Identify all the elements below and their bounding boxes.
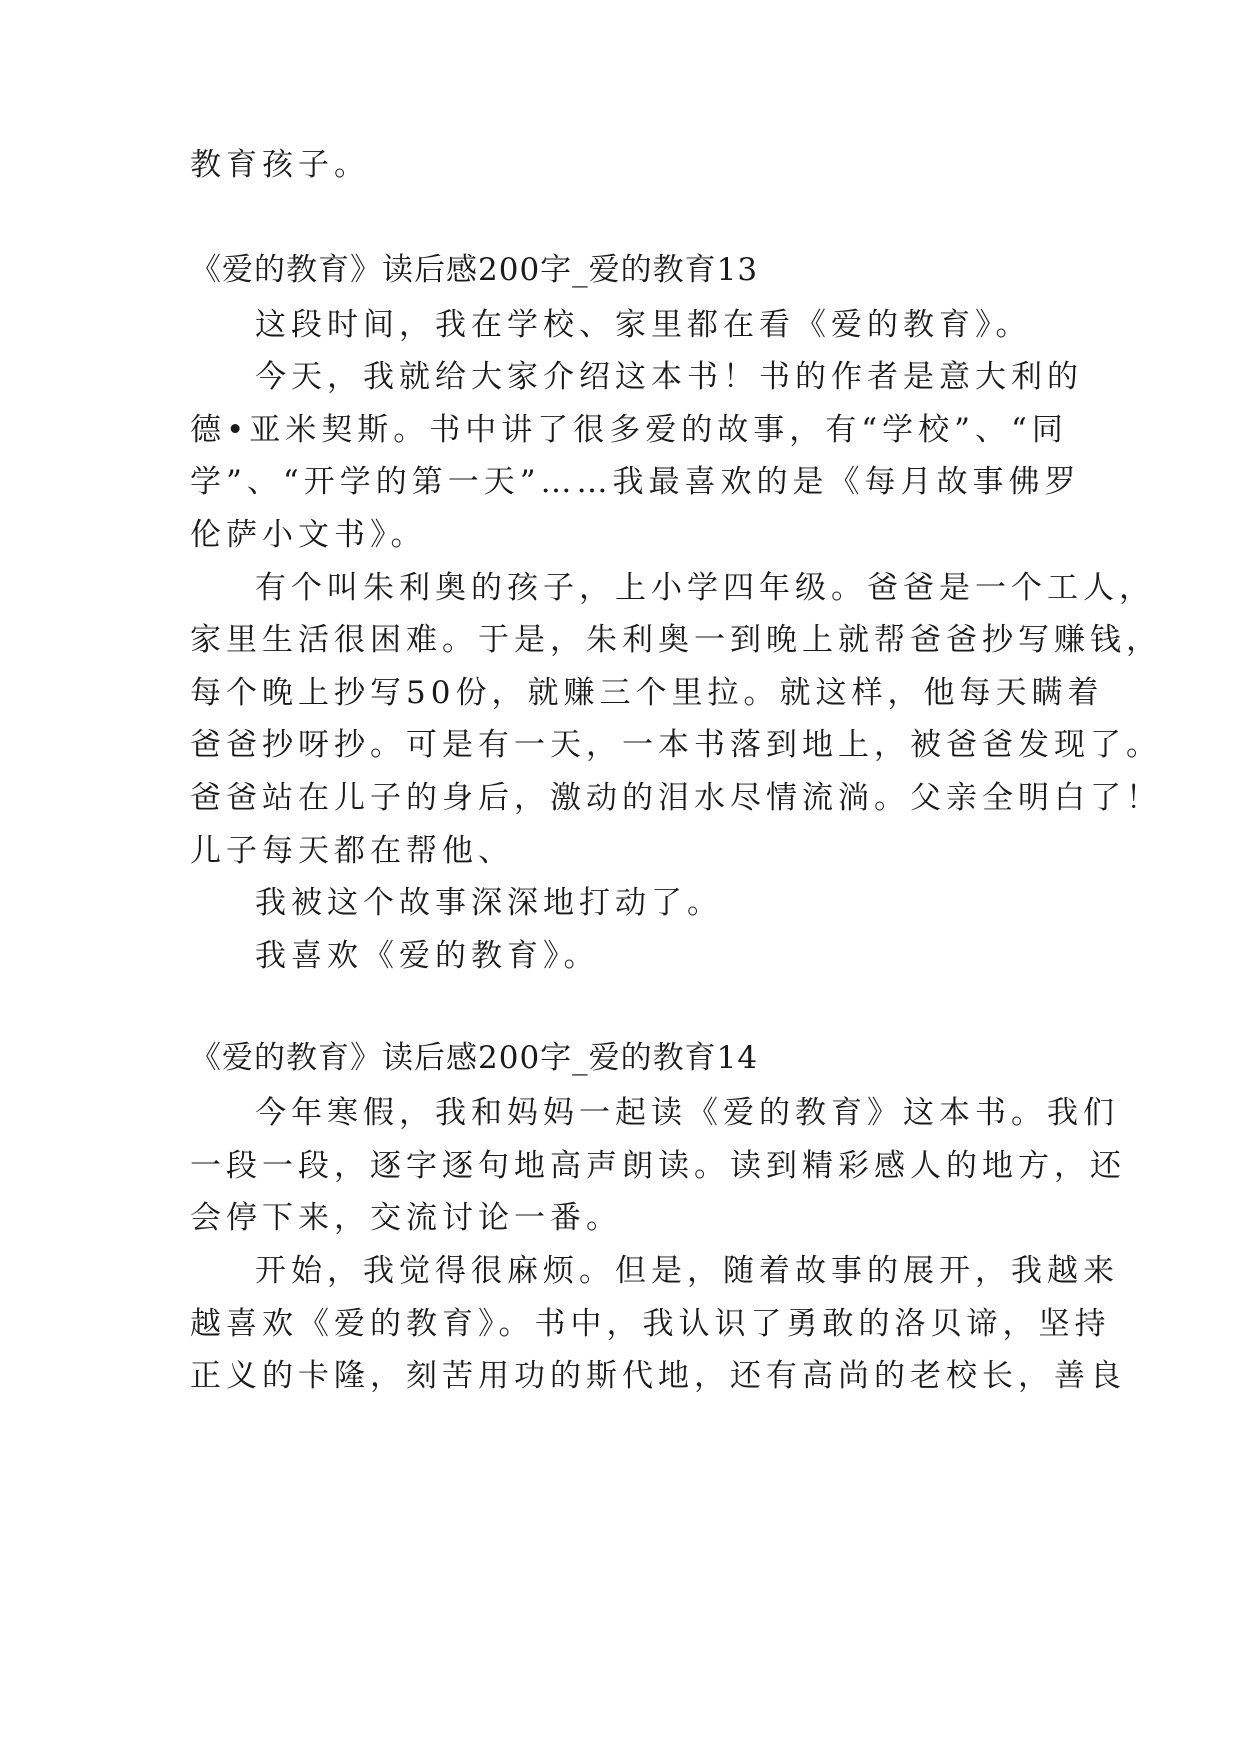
paragraph-line: 我喜欢《爱的教育》。 [255,938,600,974]
paragraph-line: 每个晚上抄写50份，就赚三个里拉。就这样，他每天瞒着 [190,675,1104,711]
paragraph-line: 今天，我就给大家介绍这本书！书的作者是意大利的 [255,359,1083,395]
paragraph-line: 教育孩子。 [190,147,370,183]
paragraph-line: 伦萨小文书》。 [190,517,427,553]
paragraph-line: 我被这个故事深深地打动了。 [255,885,723,921]
paragraph-line: 今年寒假，我和妈妈一起读《爱的教育》这本书。我们 [255,1095,1119,1131]
paragraph-line: 爸爸站在儿子的身后，激动的泪水尽情流淌。父亲全明白了！ [190,780,1162,816]
paragraph-line: 爸爸抄呀抄。可是有一天，一本书落到地上，被爸爸发现了。 [190,727,1162,763]
paragraph-line: 有个叫朱利奥的孩子，上小学四年级。爸爸是一个工人， [255,570,1155,606]
paragraph-line: 这段时间，我在学校、家里都在看《爱的教育》。 [255,307,1032,343]
paragraph-line: 家里生活很困难。于是，朱利奥一到晚上就帮爸爸抄写赚钱， [190,622,1162,658]
section-heading: 《爱的教育》读后感200字_爱的教育14 [190,1040,759,1076]
paragraph-line: 学”、“开学的第一天”……我最喜欢的是《每月故事佛罗 [190,464,1081,500]
paragraph-line: 儿子每天都在帮他、 [190,833,514,869]
paragraph-line: 会停下来，交流讨论一番。 [190,1200,622,1236]
paragraph-line: 德•亚米契斯。书中讲了很多爱的故事，有“学校”、“同 [190,412,1068,448]
section-heading: 《爱的教育》读后感200字_爱的教育13 [190,252,759,288]
paragraph-line: 开始，我觉得很麻烦。但是，随着故事的展开，我越来 [255,1253,1119,1289]
paragraph-line: 正义的卡隆，刻苦用功的斯代地，还有高尚的老校长，善良 [190,1358,1126,1394]
paragraph-line: 一段一段，逐字逐句地高声朗读。读到精彩感人的地方，还 [190,1148,1126,1184]
paragraph-line: 越喜欢《爱的教育》。书中，我认识了勇敢的洛贝谛，坚持 [190,1306,1111,1342]
